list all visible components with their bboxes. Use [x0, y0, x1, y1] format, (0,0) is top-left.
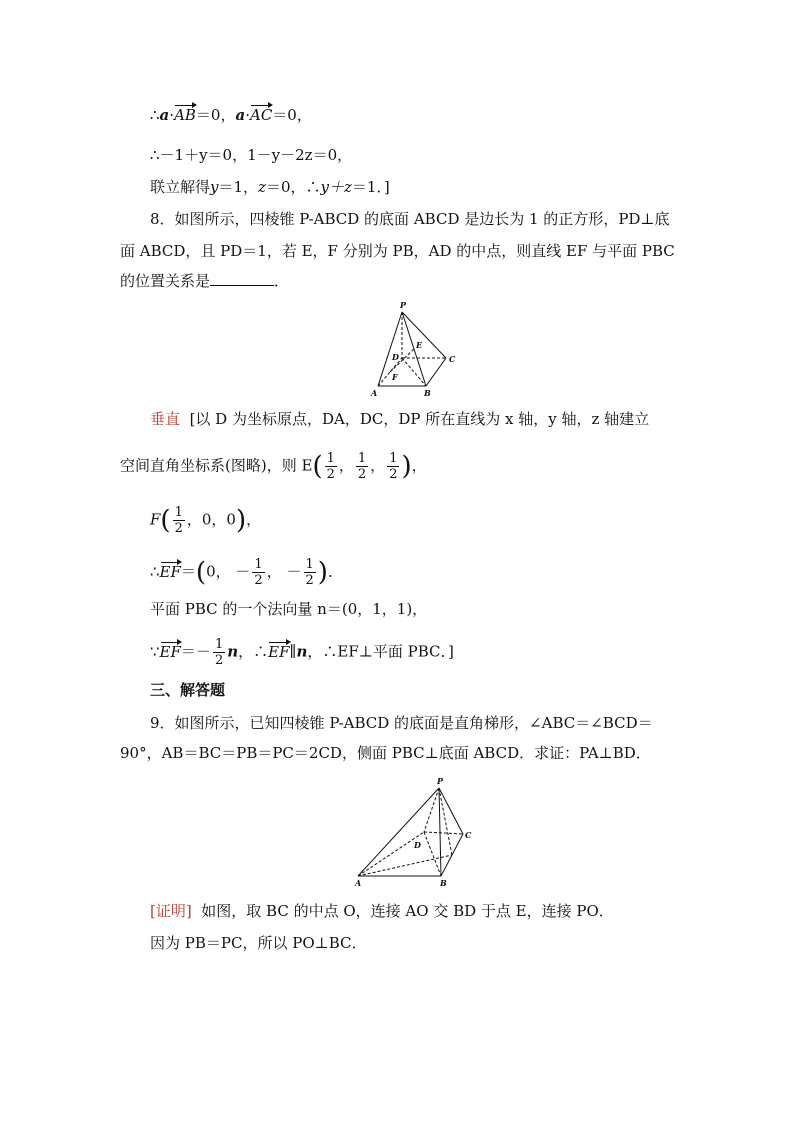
fig1-label-D: D	[392, 352, 399, 362]
fig2-label-C: C	[465, 830, 472, 840]
fig2-label-P: P	[437, 776, 444, 786]
text-line-3: 联立解得y＝1，z＝0，∴y＋z＝1．]	[150, 178, 390, 196]
fig1-label-B: B	[424, 388, 431, 398]
fig1-label-F: F	[392, 372, 398, 382]
vector-AB: AB	[174, 106, 196, 124]
pyramid-figure-1	[364, 298, 464, 400]
text-line-1: ∴a·AB＝0，a·AC＝0，	[150, 106, 312, 124]
answer-8-line-5: 平面 PBC 的一个法向量 n＝(0，1，1)，	[150, 600, 428, 618]
answer-blank	[210, 271, 274, 286]
section-heading: 三、解答题	[150, 681, 226, 699]
fig1-label-A: A	[371, 388, 378, 398]
question-8-line-3: 的位置关系是 ．	[120, 272, 290, 290]
fig2-label-B: B	[440, 878, 447, 888]
question-9-line-1: 9．如图所示，已知四棱锥 P-ABCD 的底面是直角梯形，∠ABC＝∠BCD＝	[150, 714, 653, 732]
answer-8-line-3: F( $\frac{1}{2}$ ，0，0)，	[150, 505, 262, 536]
fig1-label-P: P	[400, 300, 407, 310]
vector-EF-2: EF	[159, 642, 181, 661]
fig2-label-A: A	[355, 878, 362, 888]
answer-8-line-4: ∴EF＝(0， － $\frac{1}{2}$ ， － $\frac{1}{2}$ )．	[150, 557, 343, 588]
vector-AC: AC	[249, 106, 273, 124]
question-8-line-1: 8．如图所示，四棱锥 P-ABCD 的底面 ABCD 是边长为 1 的正方形，PD⊥底	[150, 210, 670, 228]
fig2-label-D: D	[414, 840, 421, 850]
answer-8-line-1: 垂直 [以 D 为坐标原点，DA，DC，DP 所在直线为 x 轴，y 轴，z 轴建立	[150, 410, 650, 428]
pyramid-figure-2	[350, 772, 480, 890]
question-8-line-2: 面 ABCD，且 PD＝1，若 E，F 分别为 PB，AD 的中点，则直线 EF 与平面 PBC	[120, 242, 675, 260]
vector-EF: EF	[159, 562, 181, 581]
fig1-label-C: C	[449, 354, 456, 364]
proof-label: [证明]	[150, 902, 192, 920]
proof-line-1: [证明] 如图，取 BC 的中点 O，连接 AO 交 BD 于点 E，连接 PO．	[150, 902, 614, 920]
question-9-line-2: 90°，AB＝BC＝PB＝PC＝2CD，侧面 PBC⊥底面 ABCD．求证：PA⊥BD．	[120, 744, 651, 762]
vector-EF-3: EF	[268, 642, 290, 661]
text-line-2: ∴－1＋y＝0，1－y－2z＝0，	[150, 146, 353, 164]
proof-line-2: 因为 PB＝PC，所以 PO⊥BC．	[150, 934, 367, 952]
answer-label: 垂直	[150, 410, 181, 428]
answer-8-line-6: ∵EF＝－ $\frac{1}{2}$ n，∴EF∥n，∴EF⊥平面 PBC．]	[150, 637, 454, 668]
answer-8-line-2: 空间直角坐标系(图略)，则 E( $\frac{1}{2}$ ， $\frac{1}{2}$ ， $\frac{1}{2}$ )，	[120, 451, 427, 482]
fig1-label-E: E	[416, 340, 423, 350]
